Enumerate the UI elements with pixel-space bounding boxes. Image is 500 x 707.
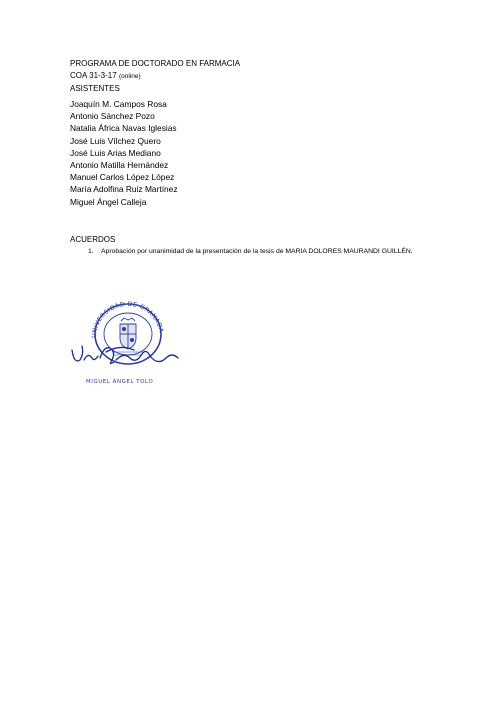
attendee-name: Miguel Ángel Calleja bbox=[70, 196, 147, 207]
agreement-number: 1. bbox=[88, 248, 94, 255]
attendee-name: José Luis Vílchez Quero bbox=[70, 135, 161, 146]
attendees-list bbox=[70, 98, 178, 208]
coa-line bbox=[70, 70, 240, 83]
handwritten-signature bbox=[72, 346, 178, 364]
attendee-name: José Luis Arias Mediano bbox=[70, 147, 161, 158]
header-block bbox=[70, 58, 240, 95]
university-seal-and-signature bbox=[70, 288, 188, 398]
coa-code: COA 31-3-17 bbox=[70, 71, 117, 80]
attendee-name: Natalia África Navas Iglesias bbox=[70, 123, 177, 134]
program-title: PROGRAMA DE DOCTORADO EN FARMACIA bbox=[70, 59, 241, 68]
attendee-name: Antonio Sánchez Pozo bbox=[70, 111, 155, 122]
coa-note: (online) bbox=[118, 73, 141, 80]
agreement-text: Aprobación por unanimidad de la presentación de la tesis de MARIA DOLORES MAURANDI GUILLÉN. bbox=[101, 248, 413, 255]
attendees-title: ASISTENTES bbox=[70, 84, 120, 93]
seal-arc-text: UNIVERSIDAD DE GRANADA bbox=[90, 300, 165, 339]
agreements-title: ACUERDOS bbox=[70, 235, 116, 244]
attendee-name: Manuel Carlos López López bbox=[70, 172, 175, 183]
agreement-item bbox=[88, 247, 418, 257]
coat-of-arms-icon bbox=[120, 318, 136, 349]
signature-caption: MIGUEL ÁNGEL TOLO bbox=[86, 379, 154, 385]
attendee-name: María Adolfina Ruiz Martínez bbox=[70, 184, 178, 195]
attendee-name: Joaquín M. Campos Rosa bbox=[70, 99, 167, 109]
seal-image bbox=[70, 288, 188, 398]
attendee-name: Antonio Matilla Hernández bbox=[70, 160, 169, 171]
